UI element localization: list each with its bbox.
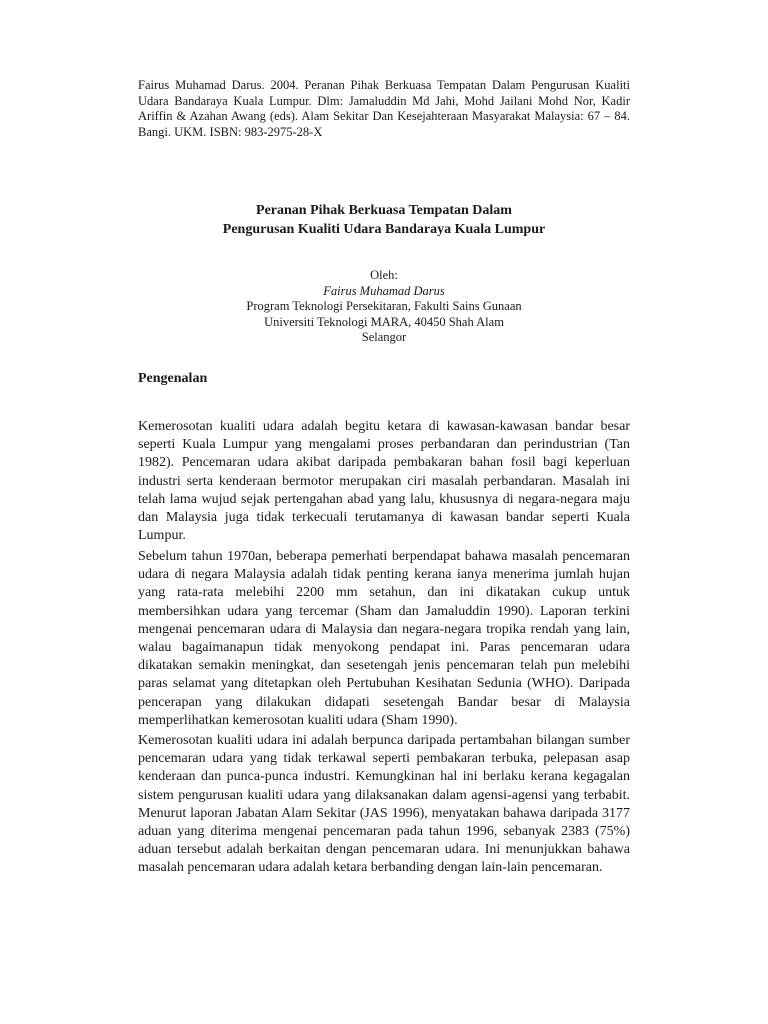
byline — [138, 268, 630, 346]
title-line-2: Pengurusan Kualiti Udara Bandaraya Kuala Lumpur — [222, 222, 546, 237]
author-state: Selangor — [361, 330, 407, 344]
author-department: Program Teknologi Persekitaran, Fakulti Sains Gunaan — [246, 299, 522, 313]
paragraph-2: Sebelum tahun 1970an, beberapa pemerhati berpendapat bahawa masalah pencemaran udara di negara Malaysia adalah tidak penting kerana ianya menerima jumlah hujan yang rata-rata melebihi 2200 mm setahun, dan ini dikatakan cukup untuk membersihkan udara yang tercemar (Sham dan Jamaluddin 1990). Laporan terkini mengenai pencemaran udara di Malaysia dan negara-negara tropika rendah yang lain, walau bagaimanapun tidak menyokong pendapat ini. Paras pencemaran udara dikatakan semakin meningkat, dan sesetengah jenis pencemaran telah pun melebihi paras selamat yang ditetapkan oleh Pertubuhan Kesihatan Sedunia (WHO). Daripada pencerapan yang dilakukan didapati sesetengah Bandar besar di Malaysia memperlihatkan kemerosotan kualiti udara (Sham 1990). — [138, 549, 630, 728]
paper-title — [138, 201, 630, 239]
section-heading: Pengenalan — [138, 371, 208, 386]
paragraph-3: Kemerosotan kualiti udara ini adalah berpunca daripada pertambahan bilangan sumber pencemaran udara yang tidak terkawal seperti pembakaran terbuka, pelepasan asap kenderaan dan punca-punca industri. Kemungkinan hal ini berlaku kerana kegagalan sistem pengurusan kualiti udara yang dilaksanakan dalam agensi-agensi yang terbabit. Menurut laporan Jabatan Alam Sekitar (JAS 1996), menyatakan bahawa daripada 3177 aduan yang diterima mengenai pencemaran pada tahun 1996, sebanyak 2383 (75%) aduan tersebut adalah berkaitan dengan pencemaran udara. Ini menunjukkan bahawa masalah pencemaran udara adalah ketara berbanding dengan lain-lain pencemaran. — [138, 733, 630, 876]
author-name: Fairus Muhamad Darus — [323, 283, 445, 298]
title-line-1: Peranan Pihak Berkuasa Tempatan Dalam — [256, 203, 512, 218]
byline-label: Oleh: — [370, 268, 398, 282]
citation-text: Fairus Muhamad Darus. 2004. Peranan Pihak Berkuasa Tempatan Dalam Pengurusan Kualiti Udara Bandaraya Kuala Lumpur. Dlm: Jamaluddin Md Jahi, Mohd Jailani Mohd Nor, Kadir Ariffin & Azahan Awang (eds). Alam Sekitar Dan Kesejahteraan Masyarakat Malaysia: 67 – 84. Bangi. UKM. ISBN: 983-2975-28-X — [138, 78, 630, 139]
author-university: Universiti Teknologi MARA, 40450 Shah Alam — [264, 314, 504, 329]
paragraph-1: Kemerosotan kualiti udara adalah begitu ketara di kawasan-kawasan bandar besar seperti Kuala Lumpur yang mengalami proses perbandaran dan perindustrian (Tan 1982). Pencemaran udara akibat daripada pembakaran bahan fosil bagi keperluan industri serta kenderaan bermotor merupakan ciri masalah perbandaran. Masalah ini telah lama wujud sejak pertengahan abad yang lalu, khususnya di negara-negara maju dan Malaysia juga tidak terkecuali terutamanya di kawasan bandar seperti Kuala Lumpur. — [138, 419, 630, 544]
